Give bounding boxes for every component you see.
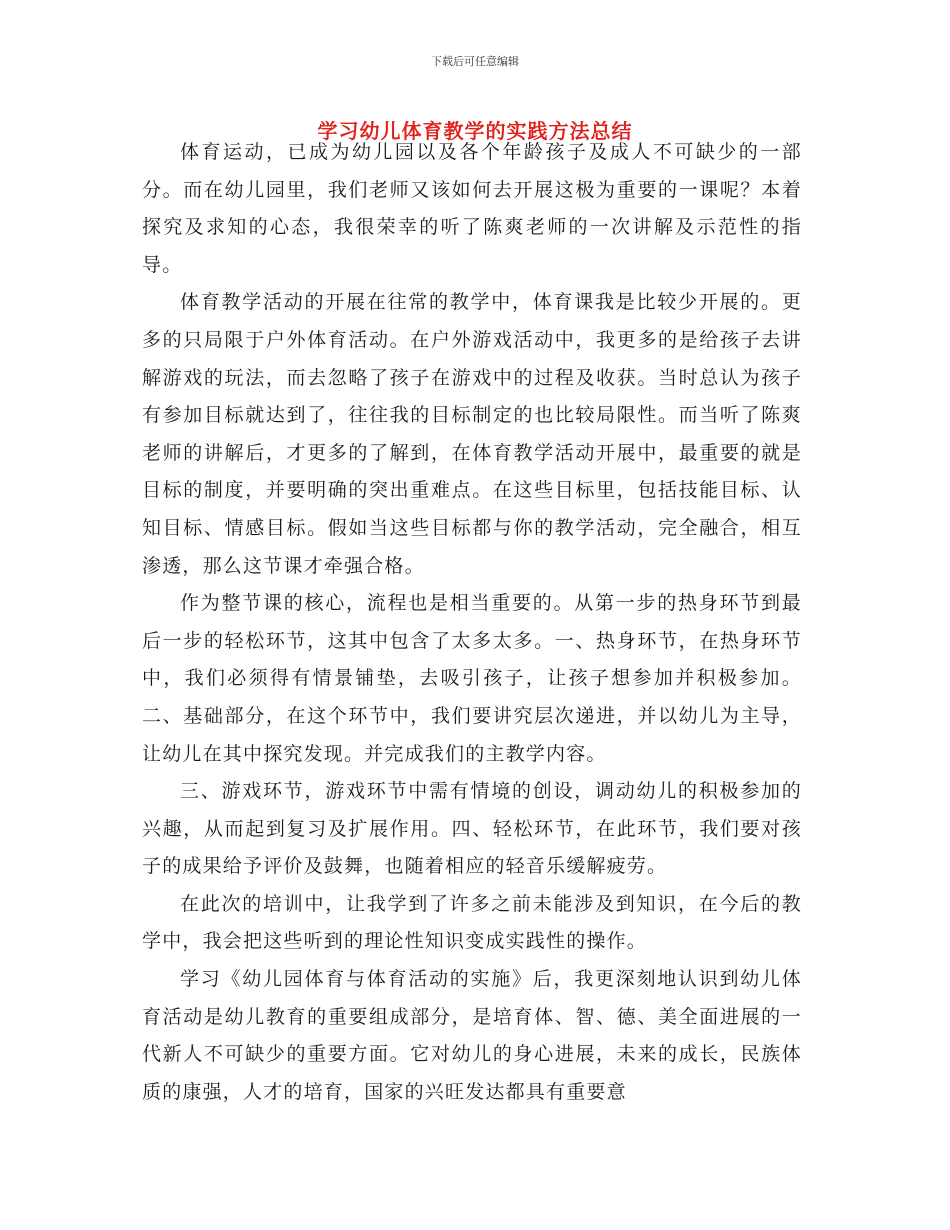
document-title: 学习幼儿体育教学的实践方法总结 [317, 119, 633, 143]
paragraph: 作为整节课的核心，流程也是相当重要的。从第一步的热身环节到最后一步的轻松环节，这其中包含了太多太多。一、热身环节，在热身环节中，我们必须得有情景铺垫，去吸引孩子，让孩子想参加并积极参加。二、基础部分，在这个环节中，我们要讲究层次递进，并以幼儿为主导，让幼儿在其中探究发现。并完成我们的主教学内容。 [142, 592, 802, 765]
paragraph: 三、游戏环节，游戏环节中需有情境的创设，调动幼儿的积极参加的兴趣，从而起到复习及扩展作用。四、轻松环节，在此环节，我们要对孩子的成果给予评价及鼓舞，也随着相应的轻音乐缓解疲劳。 [142, 780, 802, 878]
paragraph: 学习《幼儿园体育与体育活动的实施》后，我更深刻地认识到幼儿体育活动是幼儿教育的重要组成部分，是培育体、智、德、美全面进展的一代新人不可缺少的重要方面。它对幼儿的身心进展，未来的成长，民族体质的康强，人才的培育，国家的兴旺发达都具有重要意 [142, 968, 802, 1103]
paragraph: 体育教学活动的开展在往常的教学中，体育课我是比较少开展的。更多的只局限于户外体育活动。在户外游戏活动中，我更多的是给孩子去讲解游戏的玩法，而去忽略了孩子在游戏中的过程及收获。当时总认为孩子有参加目标就达到了，往往我的目标制定的也比较局限性。而当听了陈爽老师的讲解后，才更多的了解到，在体育教学活动开展中，最重要的就是目标的制度，并要明确的突出重难点。在这些目标里，包括技能目标、认知目标、情感目标。假如当这些目标都与你的教学活动，完全融合，相互渗透，那么这节课才牵强合格。 [142, 291, 802, 577]
paragraph: 在此次的培训中，让我学到了许多之前未能涉及到知识，在今后的教学中，我会把这些听到的理论性知识变成实践性的操作。 [142, 892, 802, 953]
page-header-note: 下载后可任意编辑 [431, 55, 519, 68]
paragraph: 体育运动，已成为幼儿园以及各个年龄孩子及成人不可缺少的一部分。而在幼儿园里，我们老师又该如何去开展这极为重要的一课呢？本着探究及求知的心态，我很荣幸的听了陈爽老师的一次讲解及示范性的指导。 [142, 141, 802, 276]
document-body [142, 134, 802, 1111]
